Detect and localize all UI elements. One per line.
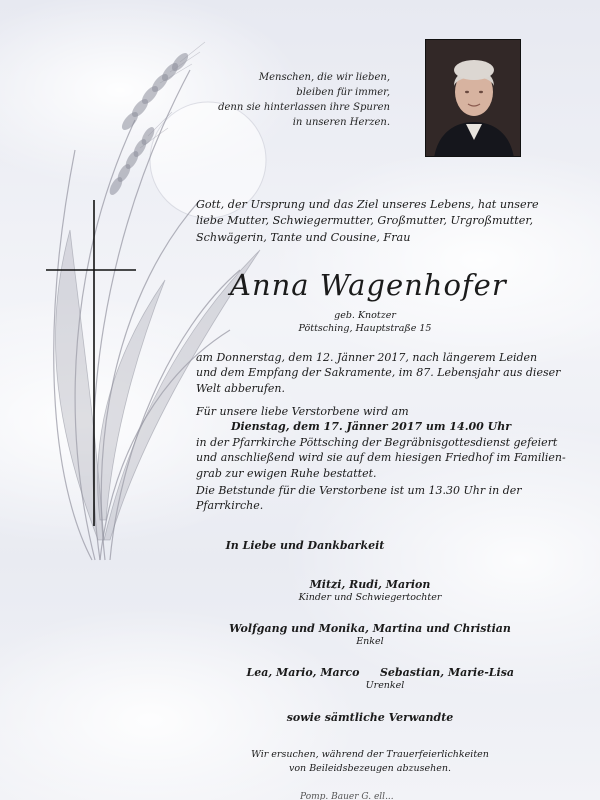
group3-left-names: Lea, Mario, Marco: [246, 666, 360, 679]
poem-line: bleiben für immer,: [296, 87, 390, 98]
poem-line: in unseren Herzen.: [292, 117, 390, 128]
poem-line: denn sie hinterlassen ihre Spuren: [218, 102, 390, 113]
funeral-line: und anschließend wird sie auf dem hiesigen Friedhof im Familien-: [196, 451, 566, 465]
portrait-image: [426, 40, 521, 157]
closing-note: [200, 748, 540, 776]
group1-names: Mitzi, Rudi, Marion: [309, 578, 431, 591]
poem: [190, 70, 390, 130]
funeral-line: grab zur ewigen Ruhe bestattet.: [196, 466, 377, 480]
group2-names: Wolfgang und Monika, Martina und Christian: [229, 622, 511, 635]
prayer-line: Die Betstunde für die Verstorbene ist um 13.30 Uhr in der: [196, 484, 522, 497]
group1-relation: Kinder und Schwiegertochter: [298, 592, 442, 603]
death-notice-line: und dem Empfang der Sakramente, im 87. Lebensjahr aus dieser: [196, 366, 561, 380]
group3-right-names: Sebastian, Marie-Lisa: [379, 666, 515, 679]
funeral-lead: Für unsere liebe Verstorbene wird am: [196, 405, 409, 418]
death-notice-line: am Donnerstag, dem 12. Jänner 2017, nach längerem Leiden: [196, 351, 538, 364]
intro-line: Schwägerin, Tante und Cousine, Frau: [196, 230, 411, 244]
death-notice-line: Welt abberufen.: [196, 381, 286, 395]
portrait-photo: [425, 39, 521, 157]
poem-line: Menschen, die wir lieben,: [258, 72, 390, 83]
closing-line: Wir ersuchen, während der Trauerfeierlichkeiten: [251, 749, 489, 760]
prayer-line: Pfarrkirche.: [196, 499, 264, 513]
death-notice: [196, 350, 561, 396]
group3-relation: Urenkel: [365, 680, 405, 691]
prayer-notice: [196, 483, 546, 514]
other-relatives: sowie sämtliche Verwandte: [286, 711, 454, 724]
closing-line: von Beileidsbezeugen abzusehen.: [288, 763, 452, 774]
funeral-date-time: Dienstag, dem 17. Jänner 2017 um 14.00 Uhr: [230, 420, 512, 434]
birth-name: geb. Knotzer: [334, 310, 396, 321]
intro-line: Gott, der Ursprung und das Ziel unseres Lebens, hat unsere: [196, 198, 539, 211]
intro-line: liebe Mutter, Schwiegermutter, Großmutter, Urgroßmutter,: [196, 214, 534, 228]
funeral-notice: [196, 404, 566, 481]
funeral-line: in der Pfarrkirche Pöttsching der Begräbnisgottesdienst gefeiert: [196, 435, 558, 449]
deceased-name: Anna Wagenhofer: [230, 268, 507, 302]
intro-text: [196, 197, 539, 246]
address: Pöttsching, Hauptstraße 15: [298, 323, 432, 334]
signatures-heading: In Liebe und Dankbarkeit: [225, 539, 385, 552]
footer-partial-text: Pomp. Bauer G. ell...: [300, 792, 394, 800]
group2-relation: Enkel: [356, 636, 384, 647]
